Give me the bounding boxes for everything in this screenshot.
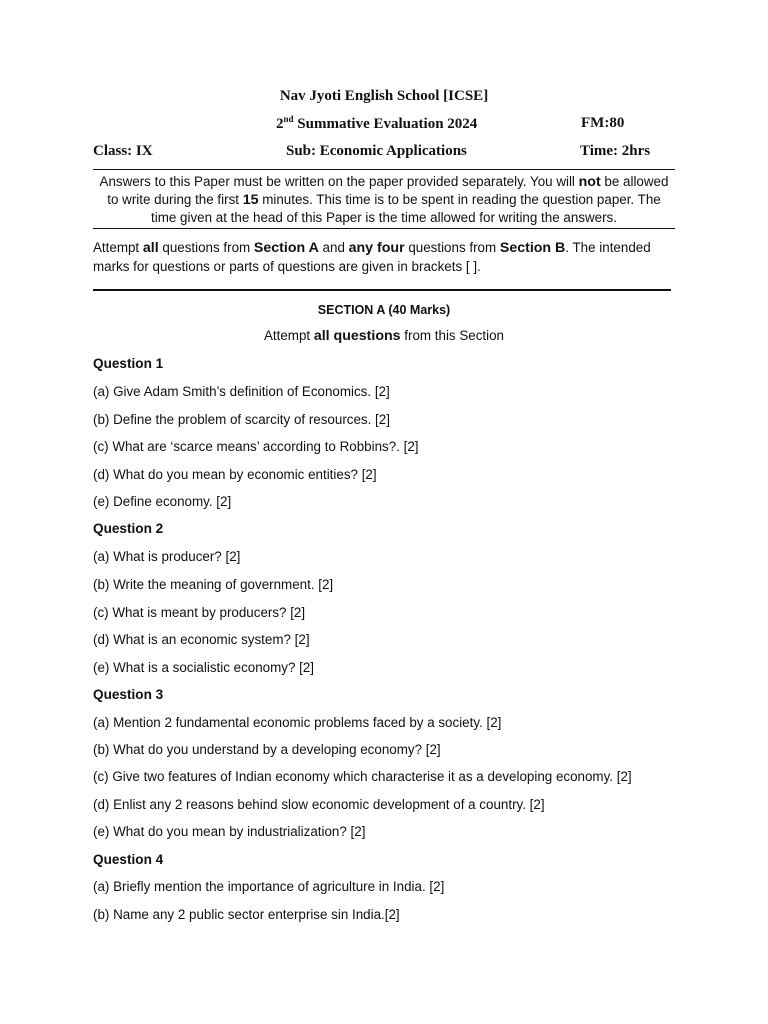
evaluation-ordinal: nd (283, 114, 294, 124)
question-item: (e) What do you mean by industrialization? [2] (93, 824, 366, 839)
school-name: Nav Jyoti English School [ICSE] (279, 88, 489, 104)
divider-top (93, 169, 675, 170)
question-item: (d) What do you mean by economic entities? [2] (93, 467, 377, 482)
time-label: Time: 2hrs (580, 143, 651, 159)
attempt-instructions: Attempt all questions from Section A and any four questions from Section B. The intended marks for questions or parts of questions are given in brackets [ ]. (93, 240, 651, 274)
question-heading: Question 3 (93, 687, 164, 702)
section-instruction: Attempt all questions from this Section (263, 328, 505, 344)
question-item: (d) What is an economic system? [2] (93, 632, 310, 647)
question-item: (b) Name any 2 public sector enterprise sin India.[2] (93, 907, 400, 922)
question-item: (b) What do you understand by a developing economy? [2] (93, 742, 441, 757)
subject-label: Sub: Economic Applications (286, 143, 467, 159)
full-marks: FM:80 (581, 115, 625, 131)
section-title: SECTION A (40 Marks) (317, 303, 451, 317)
evaluation-title (276, 114, 477, 133)
question-heading: Question 1 (93, 356, 164, 371)
question-item: (e) What is a socialistic economy? [2] (93, 660, 315, 675)
question-item: (b) Write the meaning of government. [2] (93, 577, 334, 592)
question-item: (d) Enlist any 2 reasons behind slow economic development of a country. [2] (93, 797, 545, 812)
instructions-paragraph: Answers to this Paper must be written on the paper provided separately. You will not be allowed to write during the first 15 minutes. This time is to be spent in reading the question paper. The time given at the head of this Paper is the time allowed for writing the answers. (99, 174, 669, 225)
question-item: (a) Mention 2 fundamental economic problems faced by a society. [2] (93, 715, 502, 730)
question-item: (e) Define economy. [2] (93, 494, 232, 509)
question-item: (b) Define the problem of scarcity of resources. [2] (93, 412, 390, 427)
question-heading: Question 2 (93, 521, 164, 536)
question-item: (a) What is producer? [2] (93, 549, 241, 564)
question-item: (c) What are ‘scarce means’ according to Robbins?. [2] (93, 439, 419, 454)
question-item: (c) What is meant by producers? [2] (93, 605, 306, 620)
divider-instructions (93, 228, 675, 229)
class-label: Class: IX (93, 143, 153, 159)
question-heading: Question 4 (93, 852, 164, 867)
question-item: (a) Give Adam Smith’s definition of Economics. [2] (93, 384, 390, 399)
question-item: (c) Give two features of Indian economy which characterise it as a developing economy. [2] (93, 769, 632, 784)
evaluation-name: Summative Evaluation 2024 (293, 116, 478, 132)
divider-section (93, 289, 671, 291)
question-item: (a) Briefly mention the importance of agriculture in India. [2] (93, 879, 445, 894)
evaluation-number: 2 (276, 116, 284, 132)
